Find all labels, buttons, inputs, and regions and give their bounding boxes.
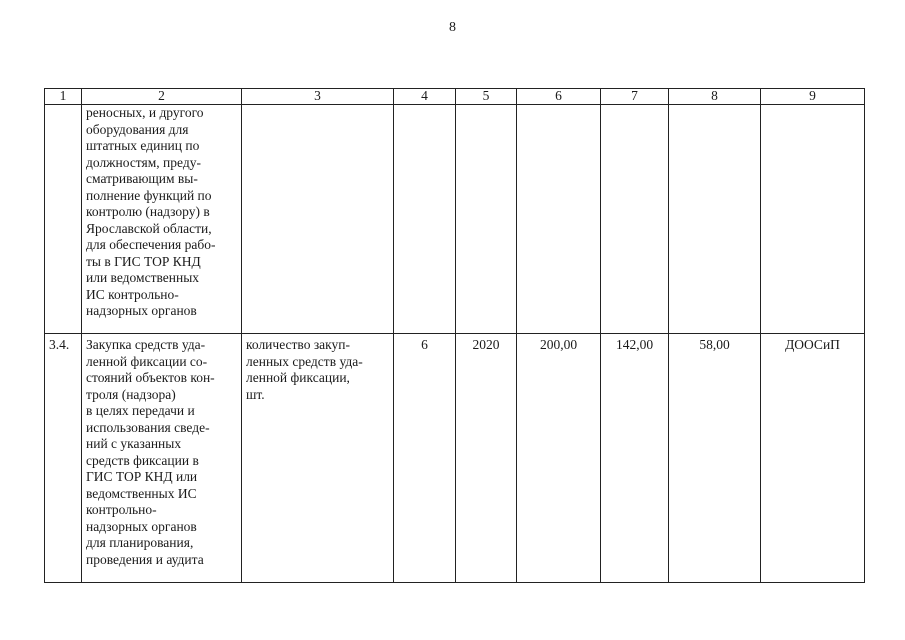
activity-cell xyxy=(82,334,242,583)
total-cell xyxy=(517,105,601,334)
row-number-cell: 3.4. xyxy=(45,334,82,583)
amount-cell xyxy=(669,105,761,334)
executor-cell: ДООСиП xyxy=(761,334,865,583)
header-cell: 3 xyxy=(242,89,394,105)
table-row xyxy=(45,334,865,583)
executor-cell xyxy=(761,105,865,334)
header-cell: 5 xyxy=(456,89,517,105)
activity-text: Закупка средств уда- ленной фиксации со- стояний объектов кон- троля (надзора) в целях передачи и использования сведе- ний с указанных средств фиксации в ГИС ТОР КНД или ведомственных ИС контрольно- надзорных органов для планирования, проведения и аудита xyxy=(86,337,215,567)
total-cell: 200,00 xyxy=(517,334,601,583)
year-cell xyxy=(456,105,517,334)
header-cell: 6 xyxy=(517,89,601,105)
indicator-cell xyxy=(242,334,394,583)
header-cell: 8 xyxy=(669,89,761,105)
activity-text: реносных, и другого оборудования для штатных единиц по должностям, преду- сматривающим вы- полнение функций по контролю (надзору) в Ярославской области, для обеспечения рабо- ты в ГИС ТОР КНД или ведомственных ИС контрольно- надзорных органов xyxy=(86,105,216,318)
row-number-cell xyxy=(45,105,82,334)
value-cell: 6 xyxy=(394,334,456,583)
amount-cell: 58,00 xyxy=(669,334,761,583)
activity-cell xyxy=(82,105,242,334)
amount-cell: 142,00 xyxy=(601,334,669,583)
header-row xyxy=(45,89,865,105)
header-cell: 7 xyxy=(601,89,669,105)
data-table xyxy=(44,88,865,583)
year-cell: 2020 xyxy=(456,334,517,583)
indicator-text: количество закуп- ленных средств уда- ленной фиксации, шт. xyxy=(246,337,363,402)
header-cell: 9 xyxy=(761,89,865,105)
amount-cell xyxy=(601,105,669,334)
table-row xyxy=(45,105,865,334)
header-cell: 1 xyxy=(45,89,82,105)
page-number: 8 xyxy=(449,20,456,35)
indicator-cell xyxy=(242,105,394,334)
header-cell: 4 xyxy=(394,89,456,105)
header-cell: 2 xyxy=(82,89,242,105)
value-cell xyxy=(394,105,456,334)
